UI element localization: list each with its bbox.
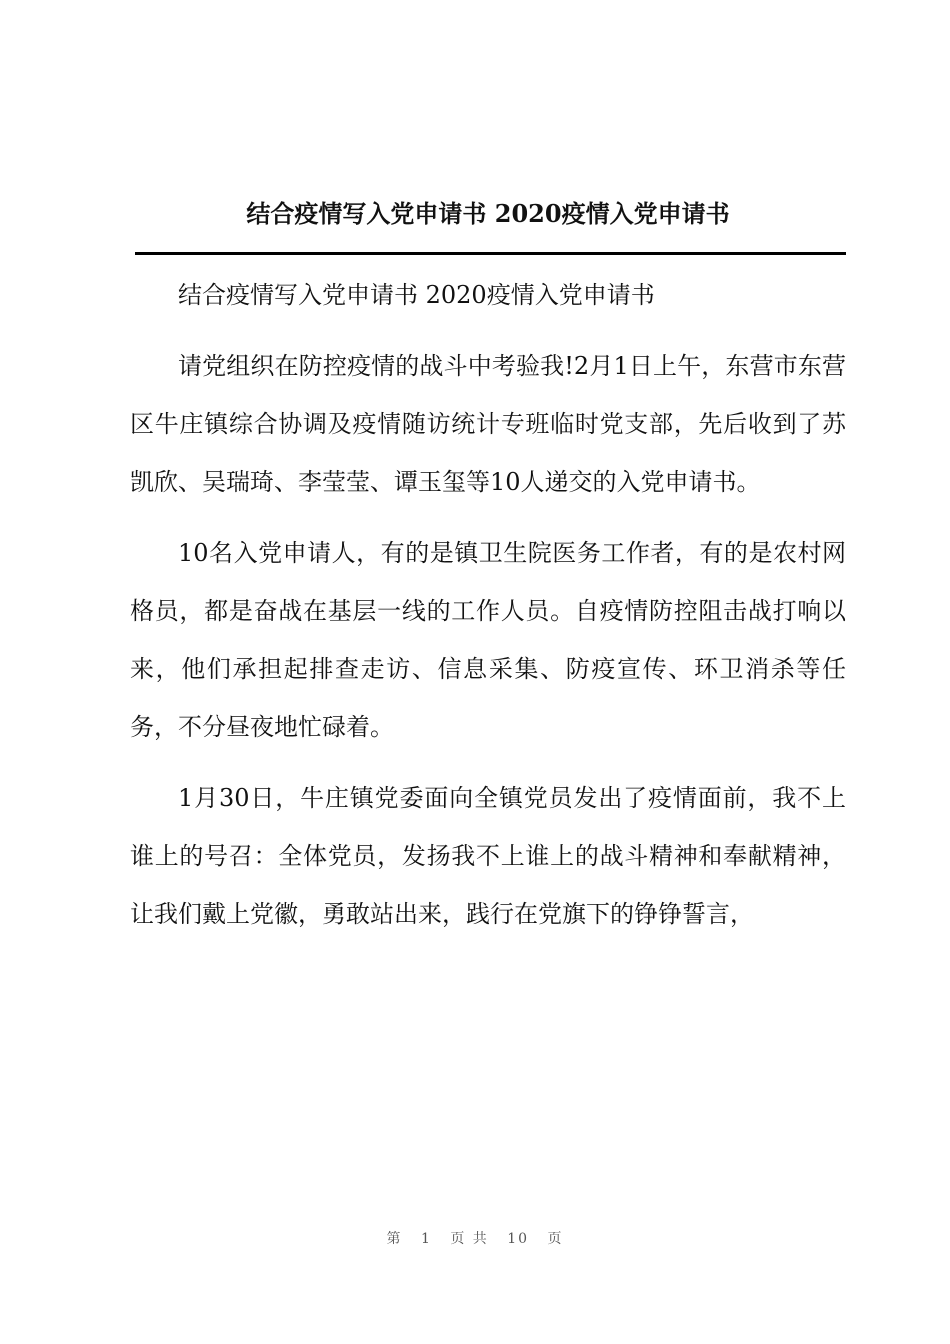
footer-middle: 页 共 — [450, 1231, 489, 1247]
paragraph: 1月30日，牛庄镇党委面向全镇党员发出了疫情面前，我不上谁上的号召：全体党员，发扬我不上谁上的战斗精神和奉献精神，让我们戴上党徽，勇敢站出来，践行在党旗下的铮铮誓言， — [130, 784, 846, 928]
document-title: 结合疫情写入党申请书 2020疫情入党申请书 — [246, 199, 730, 228]
title-underline — [135, 252, 846, 255]
footer-prefix: 第 — [386, 1231, 403, 1247]
paragraph: 请党组织在防控疫情的战斗中考验我!2月1日上午，东营市东营区牛庄镇综合协调及疫情随访统计专班临时党支部，先后收到了苏凯欣、吴瑞琦、李莹莹、谭玉玺等10人递交的入党申请书。 — [130, 352, 846, 496]
page-footer — [0, 1228, 950, 1248]
paragraph: 结合疫情写入党申请书 2020疫情入党申请书 — [178, 281, 655, 309]
footer-suffix: 页 — [547, 1231, 564, 1247]
paragraph: 10名入党申请人，有的是镇卫生院医务工作者，有的是农村网格员，都是奋战在基层一线的工作人员。自疫情防控阻击战打响以来，他们承担起排查走访、信息采集、防疫宣传、环卫消杀等任务，不分昼夜地忙碌着。 — [130, 539, 846, 741]
footer-total-pages: 10 — [507, 1231, 530, 1247]
document-body — [130, 266, 846, 956]
footer-page-number: 1 — [420, 1231, 432, 1247]
